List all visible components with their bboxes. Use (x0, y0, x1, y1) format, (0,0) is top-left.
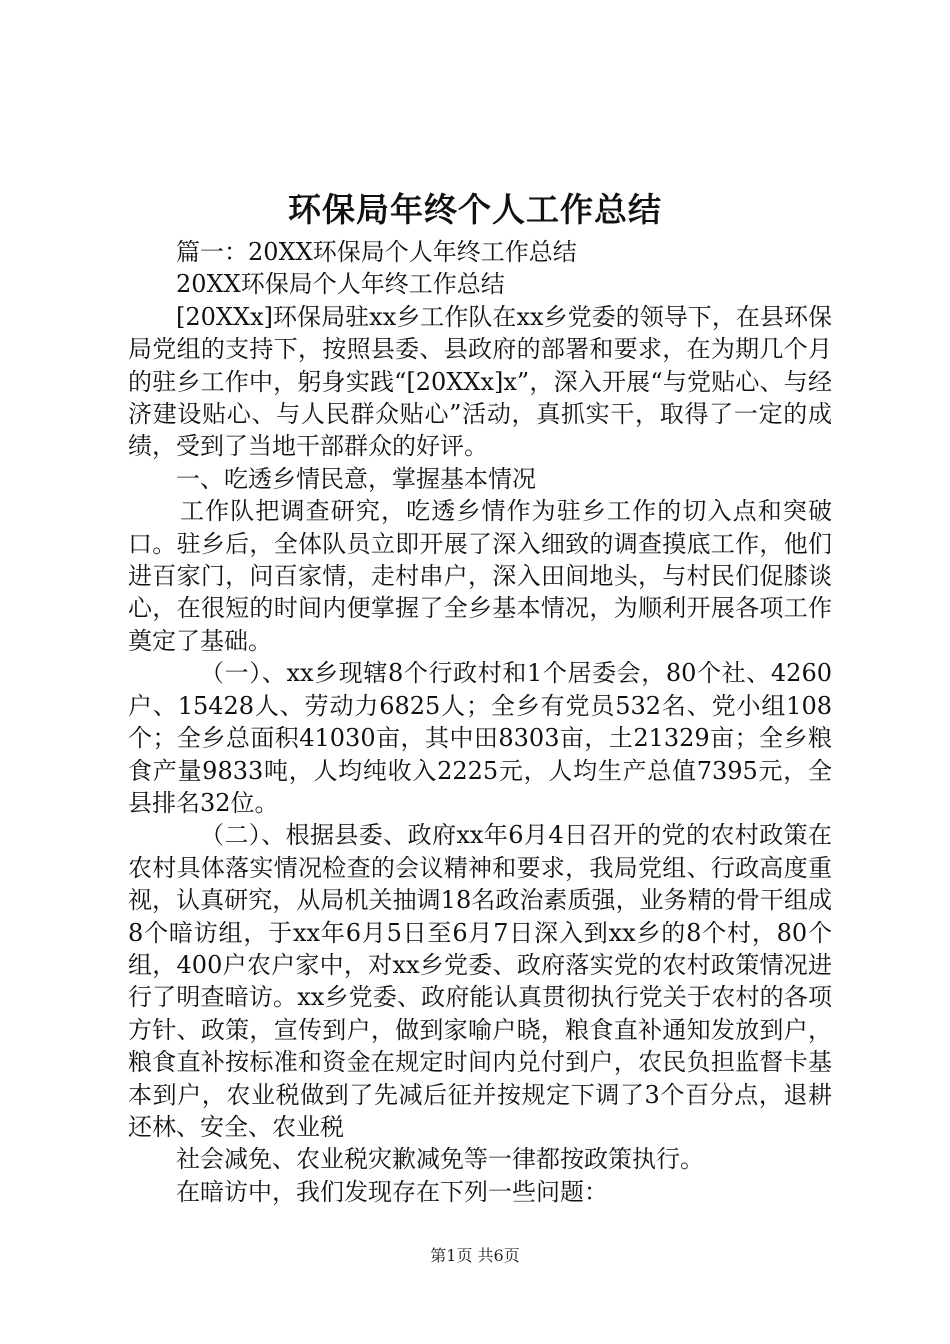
paragraph-subtitle: 20XX环保局个人年终工作总结 (176, 270, 505, 299)
paragraph-item-one: （一）、xx乡现辖8个行政村和1个居委会，80个社、4260户、15428人、劳动力6825人；全乡有党员532名、党小组108个；全乡总面积41030亩，其中田8303亩，土21329亩；全乡粮食产量9833吨，人均纯收入2225元，人均生产总值7395元，全县排名32位。 (128, 659, 832, 817)
document-body (128, 236, 832, 1208)
page-footer: 第1页 共6页 (430, 1246, 520, 1265)
paragraph-intro: [20XXx]环保局驻xx乡工作队在xx乡党委的领导下，在县环保局党组的支持下，按照县委、县政府的部署和要求，在为期几个月的驻乡工作中，躬身实践“[20XXx]x”，深入开展“与党贴心、与经济建设贴心、与人民群众贴心”活动，真抓实干，取得了一定的成绩，受到了当地干部群众的好评。 (128, 302, 832, 461)
paragraph-problems: 在暗访中，我们发现存在下列一些问题： (176, 1177, 608, 1206)
paragraph-investigation: 工作队把调查研究，吃透乡情作为驻乡工作的切入点和突破口。驻乡后，全体队员立即开展了深入细致的调查摸底工作，他们进百家门，问百家情，走村串户，深入田间地头，与村民们促膝谈心，在很短的时间内便掌握了全乡基本情况，为顺利开展各项工作奠定了基础。 (128, 497, 832, 655)
paragraph-item-two: （二）、根据县委、政府xx年6月4日召开的党的农村政策在农村具体落实情况检查的会议精神和要求，我局党组、行政高度重视，认真研究，从局机关抽调18名政治素质强，业务精的骨干组成8个暗访组，于xx年6月5日至6月7日深入到xx乡的8个村，80个组，400户农户家中，对xx乡党委、政府落实党的农村政策情况进行了明查暗访。xx乡党委、政府能认真贯彻执行党关于农村的各项方针、政策，宣传到户，做到家喻户晓，粮食直补通知发放到户，粮食直补按标准和资金在规定时间内兑付到户，农民负担监督卡基本到户，农业税做到了先减后征并按规定下调了3个百分点，退耕还林、安全、农业税 (128, 821, 832, 1141)
paragraph-section-heading: 篇一：20XX环保局个人年终工作总结 (176, 238, 577, 266)
paragraph-continuation: 社会减免、农业税灾歉减免等一律都按政策执行。 (176, 1145, 704, 1174)
paragraph-heading-one: 一、吃透乡情民意，掌握基本情况 (176, 464, 536, 493)
document-title: 环保局年终个人工作总结 (288, 190, 662, 229)
